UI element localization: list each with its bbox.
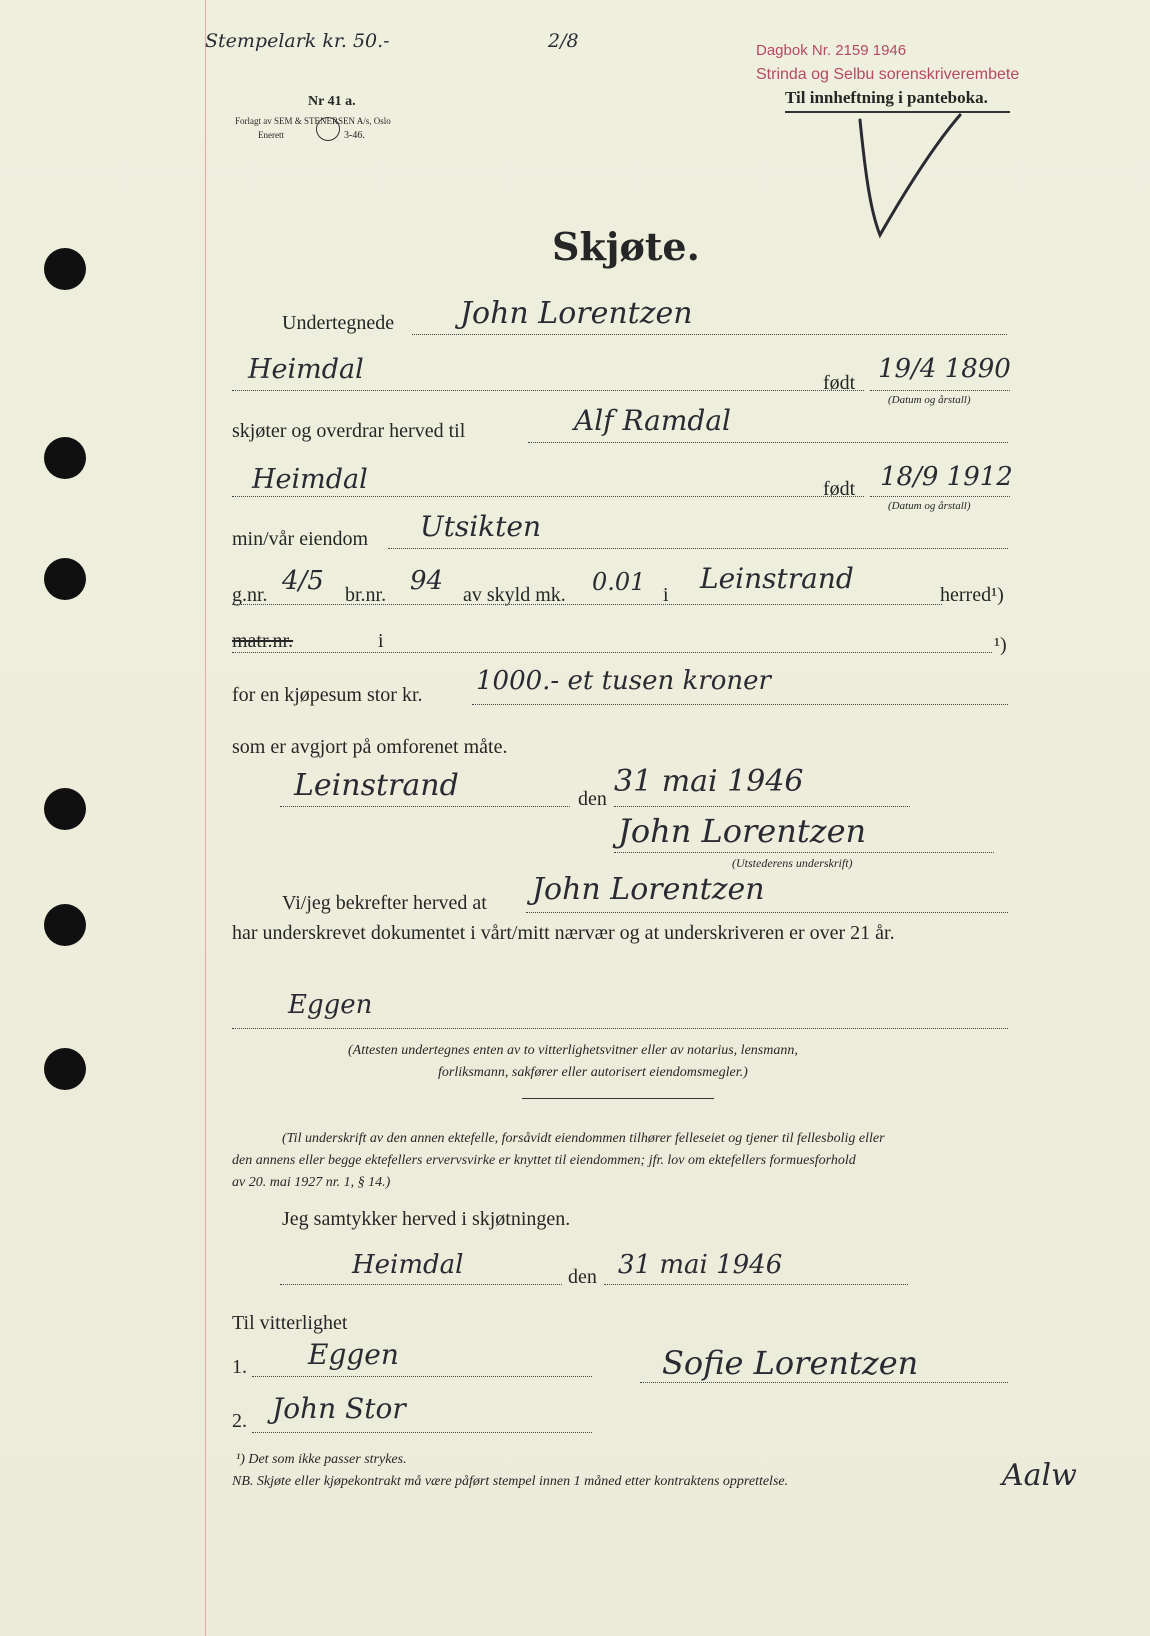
punch-hole — [44, 558, 86, 600]
fill-line — [614, 806, 910, 807]
samtykker-text: Jeg samtykker herved i skjøtningen. — [282, 1208, 571, 1230]
publisher-date: 3-46. — [344, 130, 365, 141]
den-label: den — [578, 788, 607, 810]
fill-line — [252, 1432, 592, 1433]
fill-line — [232, 604, 942, 605]
fill-line — [870, 496, 1010, 497]
registry-stamp-line2: Strinda og Selbu sorenskriverembete — [756, 66, 1020, 83]
witness1-signature: Eggen — [308, 1338, 399, 1371]
bekrefter-name: John Lorentzen — [532, 872, 765, 907]
publisher-logo — [316, 117, 340, 141]
skjoter-label: skjøter og overdrar herved til — [232, 420, 466, 442]
brnr-value: 94 — [410, 566, 444, 596]
fill-line — [472, 704, 1008, 705]
fill-line — [526, 912, 1008, 913]
fill-line — [232, 390, 864, 391]
seller-signature: John Lorentzen — [618, 812, 867, 850]
form-number: Nr 41 a. — [308, 94, 356, 109]
document-title: Skjøte. — [552, 224, 700, 269]
witness2-number: 2. — [232, 1410, 247, 1432]
datum-note-2: (Datum og årstall) — [888, 500, 971, 512]
witness1-number: 1. — [232, 1356, 247, 1378]
publisher-enerett: Enerett — [258, 130, 284, 140]
matrnr-end: ¹) — [994, 634, 1007, 656]
kjopesum-value: 1000.- et tusen kroner — [476, 666, 771, 696]
punch-hole — [44, 248, 86, 290]
punch-hole — [44, 904, 86, 946]
divider — [522, 1098, 714, 1099]
registry-stamp-line3: Til innheftning i panteboka. — [785, 88, 988, 107]
fill-line — [232, 1028, 1008, 1029]
skyld-value: 0.01 — [592, 568, 646, 596]
publisher-line: Forlagt av SEM & STENERSEN A/s, Oslo — [235, 116, 391, 126]
buyer-place: Heimdal — [252, 464, 368, 495]
seller-birthdate: 19/4 1890 — [878, 354, 1011, 384]
fill-line — [412, 334, 1007, 335]
matrnr-label: matr.nr. — [232, 630, 294, 652]
witness-signature: Eggen — [288, 990, 373, 1020]
herred-value: Leinstrand — [700, 562, 854, 595]
attest-note-1: (Attesten undertegnes enten av to vitterlighetsvitner eller av notarius, lensmann, — [348, 1043, 798, 1058]
fill-line — [604, 1284, 908, 1285]
punch-hole — [44, 788, 86, 830]
corner-initials: Aalw — [1002, 1458, 1077, 1493]
gnr-value: 4/5 — [282, 566, 324, 596]
gnr-label: g.nr. — [232, 584, 268, 606]
signing-date: 31 mai 1946 — [614, 764, 804, 799]
fill-line — [280, 806, 570, 807]
spouse-note-2: den annens eller begge ektefellers ervervsvirke er knyttet til eiendommen; jfr. lov om ektefellers formuesforhold — [232, 1153, 856, 1168]
datum-note: (Datum og årstall) — [888, 394, 971, 406]
avgjort-text: som er avgjort på omforenet måte. — [232, 736, 508, 758]
property-name: Utsikten — [420, 510, 541, 543]
undertegnede-label: Undertegnede — [282, 312, 395, 334]
footnote-2: NB. Skjøte eller kjøpekontrakt må være påført stempel innen 1 måned etter kontraktens opprettelse. — [232, 1474, 789, 1489]
buyer-name: Alf Ramdal — [574, 404, 731, 437]
page-marker: 2/8 — [548, 30, 579, 52]
fill-line — [614, 852, 994, 853]
fill-line — [232, 496, 864, 497]
check-mark-icon — [840, 110, 980, 250]
spouse-signature: Sofie Lorentzen — [662, 1344, 919, 1382]
eiendom-label: min/vår eiendom — [232, 528, 369, 550]
seller-place: Heimdal — [248, 354, 364, 385]
fill-line — [232, 652, 992, 653]
fodt-label-2: født — [823, 478, 856, 500]
punch-hole — [44, 437, 86, 479]
fill-line — [640, 1382, 1008, 1383]
margin-rule — [205, 0, 206, 1636]
kjopesum-label: for en kjøpesum stor kr. — [232, 684, 423, 706]
registry-stamp-line1: Dagbok Nr. 2159 1946 — [756, 42, 907, 59]
footnote-1: ¹) Det som ikke passer strykes. — [236, 1452, 407, 1467]
bekrefter-label: Vi/jeg bekrefter herved at — [282, 892, 487, 914]
buyer-birthdate: 18/9 1912 — [880, 462, 1013, 492]
herred-label: herred¹) — [940, 584, 1004, 606]
utsteder-note: (Utstederens underskrift) — [732, 856, 853, 870]
fill-line — [388, 548, 1008, 549]
vitterlighet-label: Til vitterlighet — [232, 1312, 348, 1334]
skyld-label: av skyld mk. — [463, 584, 566, 606]
stamp-duty-note: Stempelark kr. 50.- — [205, 30, 390, 52]
i-label: i — [663, 584, 669, 606]
underskrevet-text: har underskrevet dokumentet i vårt/mitt nærvær og at underskriveren er over 21 år. — [232, 922, 895, 944]
spouse-note-3: av 20. mai 1927 nr. 1, § 14.) — [232, 1175, 391, 1190]
fill-line — [280, 1284, 562, 1285]
consent-place: Heimdal — [352, 1250, 464, 1280]
punch-hole — [44, 1048, 86, 1090]
fodt-label: født — [823, 372, 856, 394]
den2-label: den — [568, 1266, 597, 1288]
fill-line — [252, 1376, 592, 1377]
fill-line — [528, 442, 1008, 443]
seller-name: John Lorentzen — [460, 296, 693, 331]
attest-note-2: forliksmann, sakfører eller autorisert eiendomsmegler.) — [438, 1065, 748, 1080]
signing-place: Leinstrand — [294, 768, 459, 803]
brnr-label: br.nr. — [345, 584, 387, 606]
consent-date: 31 mai 1946 — [618, 1250, 783, 1280]
spouse-note-1: (Til underskrift av den annen ektefelle, forsåvidt eiendommen tilhører felleseiet og tjener til fellesbolig eller — [282, 1131, 885, 1146]
fill-line — [870, 390, 1010, 391]
witness2-signature: John Stor — [272, 1392, 406, 1425]
matrnr-i: i — [378, 630, 384, 652]
